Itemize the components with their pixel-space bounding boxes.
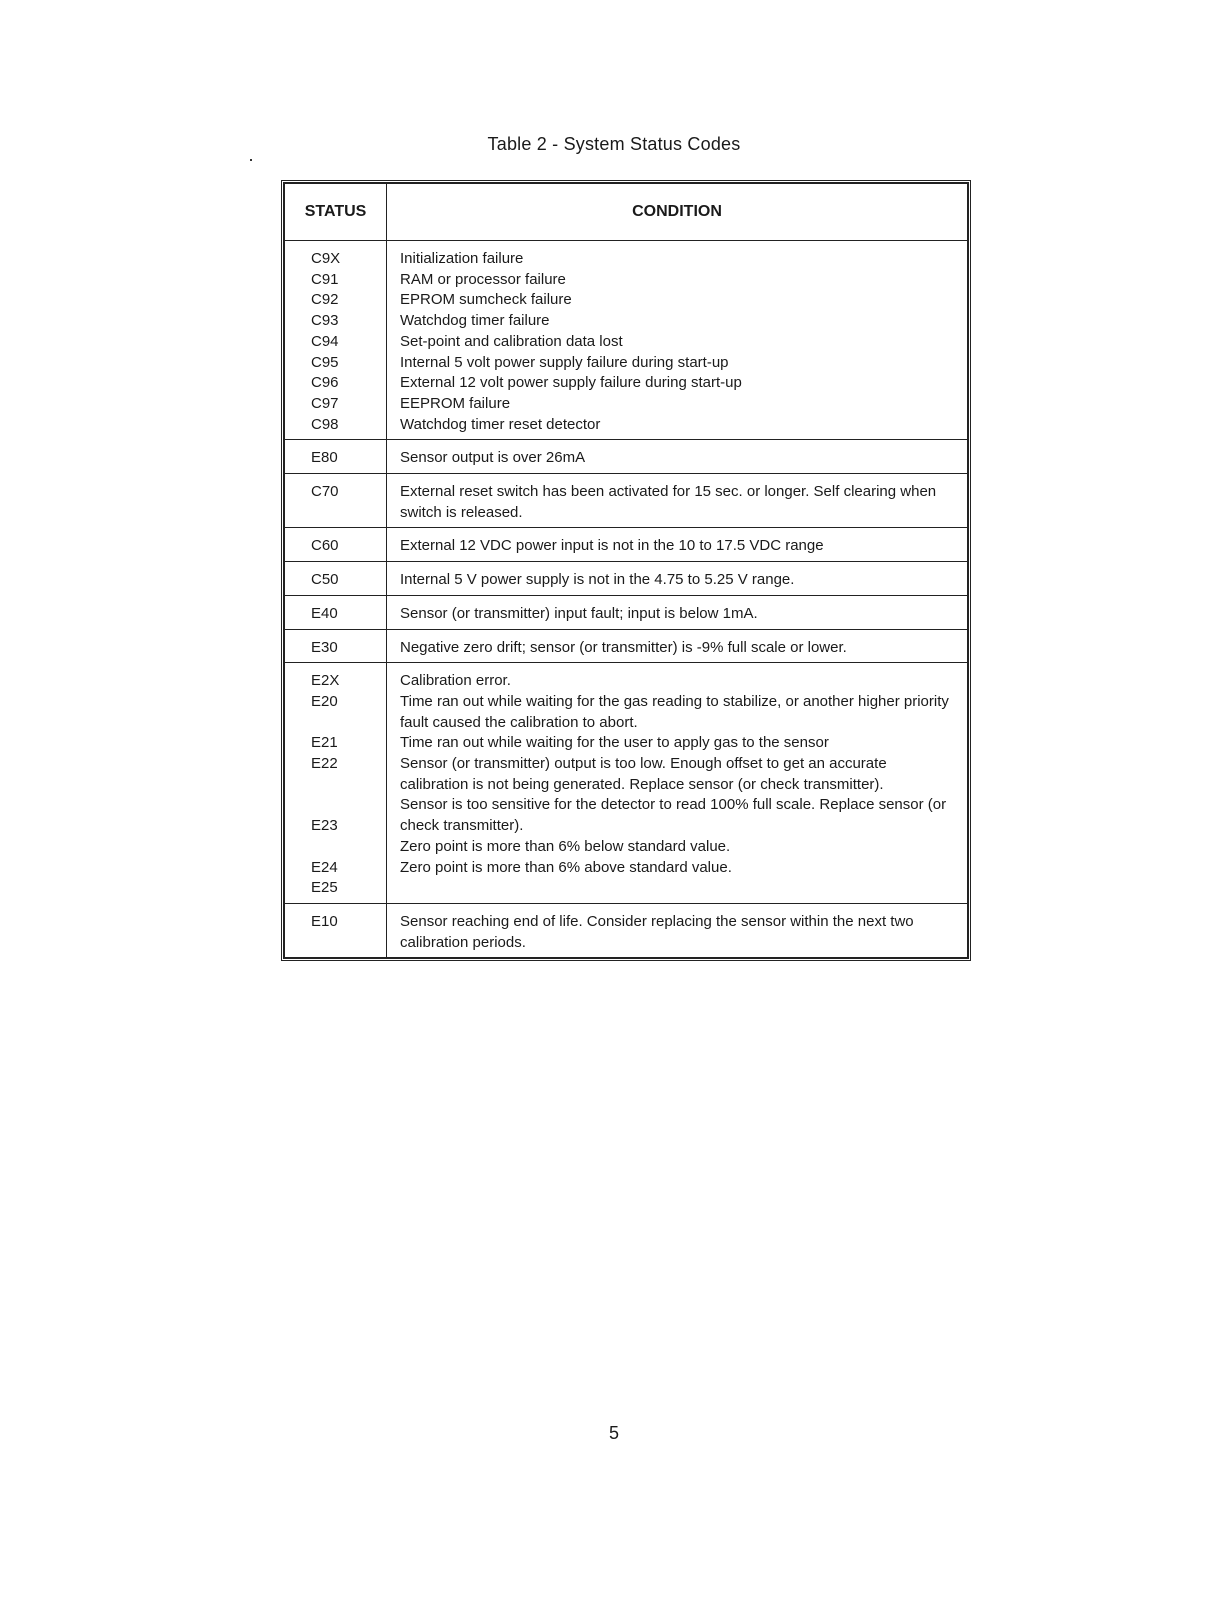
status-code: C96 [311, 374, 339, 392]
status-code: E80 [311, 449, 338, 467]
status-code: C50 [311, 571, 339, 589]
status-condition: Sensor (or transmitter) input fault; input is below 1mA. [400, 604, 758, 622]
condition-cell [387, 562, 968, 596]
status-condition: Sensor reaching end of life. Consider replacing the sensor within the next two calibration periods. [400, 912, 914, 951]
condition-cell [387, 474, 968, 528]
status-condition: Sensor is too sensitive for the detector to read 100% full scale. Replace sensor (or check transmitter). [400, 796, 947, 835]
table-row [285, 663, 968, 904]
code-spacer [311, 933, 386, 954]
status-code: E23 [311, 817, 338, 835]
status-code-cell [285, 474, 387, 528]
status-condition: RAM or processor failure [400, 270, 566, 288]
status-code: E10 [311, 912, 338, 930]
table-row [285, 241, 968, 440]
condition-cell [387, 528, 968, 562]
status-condition: External reset switch has been activated for 15 sec. or longer. Self clearing when switch is released. [400, 483, 937, 521]
status-condition: Zero point is more than 6% above standard value. [400, 858, 732, 876]
table-body [285, 241, 968, 958]
table-row [285, 562, 968, 596]
status-condition: Internal 5 volt power supply failure during start-up [400, 353, 729, 371]
status-condition: Sensor (or transmitter) output is too low. Enough offset to get an accurate calibration is not being generated. Replace sensor (or check transmitter). [400, 755, 887, 793]
status-column-header: STATUS [285, 184, 387, 241]
status-condition: External 12 volt power supply failure during start-up [400, 374, 742, 392]
condition-cell [387, 903, 968, 957]
status-code: C92 [311, 291, 339, 309]
stray-mark [250, 159, 252, 161]
status-code: C9X [311, 250, 341, 267]
status-code: E25 [311, 879, 338, 897]
table-row [285, 903, 968, 957]
status-codes-table [284, 183, 968, 958]
status-codes-table-frame [281, 180, 971, 961]
code-spacer [311, 795, 386, 816]
status-code: C98 [311, 415, 339, 433]
status-code-cell [285, 241, 387, 440]
status-code: E2X [311, 672, 340, 690]
table-row [285, 595, 968, 629]
table-header-row [285, 184, 968, 241]
condition-cell [387, 241, 968, 440]
status-code: E20 [311, 692, 338, 710]
status-code: C70 [311, 483, 339, 501]
status-code: E21 [311, 734, 338, 752]
status-condition: Watchdog timer reset detector [400, 415, 601, 433]
status-condition: Watchdog timer failure [400, 312, 550, 330]
code-spacer [311, 713, 386, 734]
status-condition: EEPROM failure [400, 394, 511, 412]
table-title: Table 2 - System Status Codes [487, 134, 741, 154]
status-condition: Sensor output is over 26mA [400, 449, 586, 467]
status-code-cell [285, 663, 387, 904]
status-code: C60 [311, 537, 339, 555]
status-condition: Initialization failure [400, 250, 524, 267]
status-code-cell [285, 528, 387, 562]
status-code-cell [285, 595, 387, 629]
status-condition: Internal 5 V power supply is not in the 4.75 to 5.25 V range. [400, 571, 795, 589]
status-code: C93 [311, 312, 339, 330]
status-code-cell [285, 440, 387, 474]
status-code-cell [285, 629, 387, 663]
status-code: C94 [311, 332, 339, 350]
code-spacer [311, 837, 386, 858]
status-condition: Time ran out while waiting for the gas reading to stabilize, or another higher priority fault caused the calibration to abort. [400, 692, 949, 731]
page-number: 5 [608, 1423, 619, 1443]
table-row [285, 474, 968, 528]
status-code: E22 [311, 755, 338, 773]
status-code: C91 [311, 270, 339, 288]
condition-cell [387, 629, 968, 663]
condition-cell [387, 595, 968, 629]
code-spacer [311, 775, 386, 796]
status-code-cell [285, 562, 387, 596]
table-row [285, 528, 968, 562]
code-spacer [311, 503, 386, 524]
status-condition: Set-point and calibration data lost [400, 332, 623, 350]
status-code: C95 [311, 353, 339, 371]
table-row [285, 440, 968, 474]
status-condition: EPROM sumcheck failure [400, 291, 572, 309]
status-condition: Negative zero drift; sensor (or transmitter) is -9% full scale or lower. [400, 638, 847, 656]
status-condition: External 12 VDC power input is not in the 10 to 17.5 VDC range [400, 537, 824, 555]
status-code: E24 [311, 858, 338, 876]
table-row [285, 629, 968, 663]
status-condition: Calibration error. [400, 672, 511, 690]
status-condition: Zero point is more than 6% below standard value. [400, 837, 731, 855]
condition-column-header: CONDITION [387, 184, 968, 241]
status-condition: Time ran out while waiting for the user to apply gas to the sensor [400, 734, 829, 752]
status-code: E40 [311, 604, 338, 622]
condition-cell [387, 440, 968, 474]
status-code-cell [285, 903, 387, 957]
status-code: E30 [311, 638, 338, 656]
status-code: C97 [311, 394, 339, 412]
condition-cell [387, 663, 968, 904]
